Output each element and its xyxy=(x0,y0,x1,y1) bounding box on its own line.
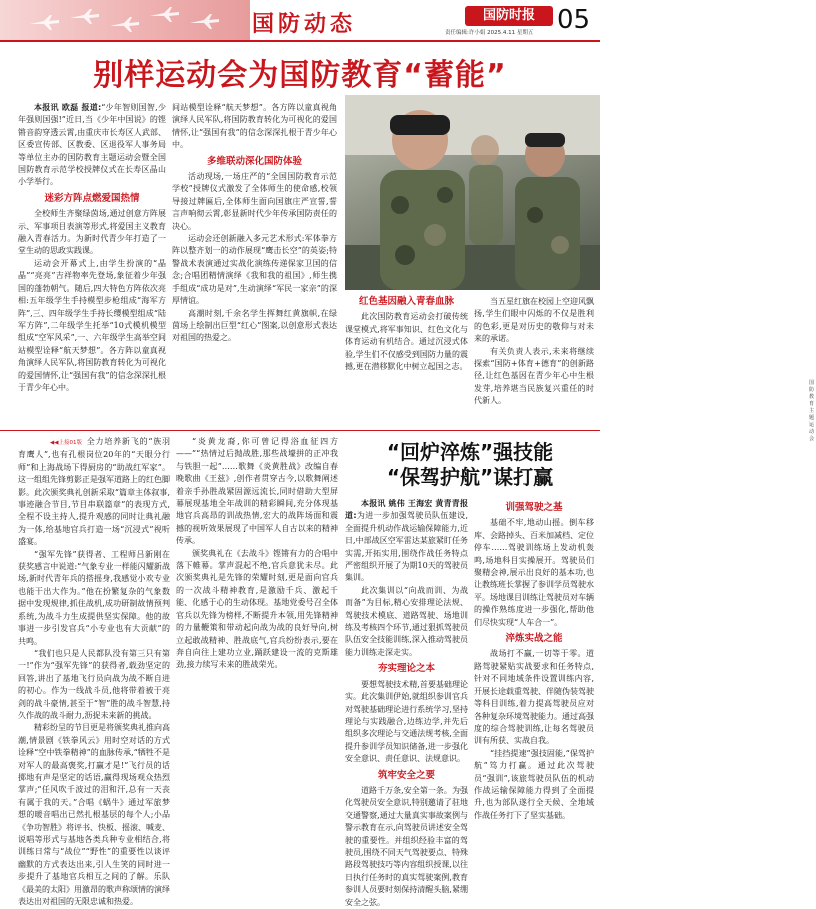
article2-col2 xyxy=(176,436,338,831)
article1-paragraph: 间站模型诠释“航天梦想”。各方阵以童真视角演绎人民军队,将国防教育转化为可视化的爱国情怀,让“强国有我”的信念深深扎根于青少年心中。 xyxy=(172,103,337,150)
section-title: 国防动态 xyxy=(252,12,357,37)
article1-paragraph: 全校师生齐聚绿茵场,通过创意方阵展示、军事项目表演等形式,将爱国主义教育融入青春活力。为新时代青少年打造了一堂生动的思政实践课。 xyxy=(18,209,166,256)
article3-paragraph: 战场打不赢,一切等于零。道路驾驶紧贴实战要求和任务特点,针对不同地域条件设置训练内容,开展长途载重驾驶、伴随伪装驾驶等科目训练,着力提高驾驶员应对各种复杂环境驾驶能力。通过高强度的综合驾驶训练,让每名驾驶员训有所获、实战自我。 xyxy=(474,649,594,746)
article1-lead: “少年智则国智,少年强则国强!”近日,当《少年中国说》的铿锵音韵穿透云霄,由重庆市长寿区人武部、区委宣传部、区教委、区退役军人事务局等单位主办的国防教育主题运动会暨全国国防教育示范学校授牌仪式在长寿区晶山小学举行。 xyxy=(18,103,166,187)
article3-headline xyxy=(345,440,595,490)
article1-paragraph: 高潮时刻,千余名学生挥舞红黄旗帜,在绿茵场上绘制出巨型“红心”图案,以创意形式表达对祖国的热爱之。 xyxy=(172,308,337,343)
article2-paragraph: “我们也只是人民都队没有第三只有第一!”作为“强军先锋”的获得者,载劲坚定的回答,讲出了基地飞行员向战为战不断自进的初心。作为一线战斗员,他将带着被于亮剑的战斗豪情,甚至于“智”胜的战斗智慧,持久作战的战斗耐力,沥捉未来新的挑战。 xyxy=(18,648,170,720)
article1-paragraph: 活动现场,一场庄严的“全国国防教育示范学校”授牌仪式激发了全体师生的使命感,校领导接过牌匾后,全体师生面向国旗庄严宣誓,誓言声响彻云霄,彰显新时代少年传承国防责任的决心。 xyxy=(172,172,337,231)
article3-subhead-3: 训强驾驶之基 xyxy=(505,502,563,513)
article3-paragraph: 道路千万条,安全第一条。为强化驾驶员安全意识,特别邀请了驻地交通警察,通过大量真实事故案例与警示教育在示,向驾驶员讲述安全驾驶的重要性。并组织经验丰富的驾驶员,围绕不同天气驾驶要点、特殊路段驾驶技巧等内容组织授课,以往日执行任务时的真实驾驶案例,教育参训人员要时刻保持清醒头脑,紧绷安全之弦。 xyxy=(345,785,468,907)
article2-paragraph: “炎黄龙裔,你可曾记得浴血征四方——”“热情过后抛战胜,那些战壕拼的正冲我与铁胆一起”……歌舞《炎黄胜战》改编自春晚歌曲《王兹》,创作者贯穿古今,以歌舞阐述着亲手孙胜战紧固源远流长,同时借助大型屏幕展现基地全年战训的精彩瞬间,充分体现基地官兵高昂的训战热情,宏大的战阵场面和震撼的视听效果展现了中国军人自古以来的精神传承。 xyxy=(176,437,338,546)
section-divider xyxy=(0,430,600,431)
article1-paragraph: 当五星红旗在校园上空迎风飘扬,学生们眼中闪烁的不仅是胜利的色彩,更是对历史的敬仰与对未来的承诺。 xyxy=(474,297,594,344)
article3-byline: 本报讯 姚伟 王海宏 黄青青报道: xyxy=(345,499,468,521)
article1-col3 xyxy=(345,292,468,427)
continued-label: ◀◀上接01版 xyxy=(50,440,82,446)
article1-byline: 本报讯 欧磊 报道: xyxy=(34,103,102,112)
article2-col1 xyxy=(18,436,170,907)
newspaper-logo: 国防时报 xyxy=(465,6,553,26)
article2-paragraph: 精彩纷呈的节目更是将颁奖典礼推向高潮,情景剧《铁拳风云》用时空对话的方式诠释“空中铁拳精神”的血脉传承,“牺牲不是对军人的最高褒奖,打赢才是!”飞行员的话掷地有声是坚定的话语,赢得现场观众热烈掌声;“任风吹千波过的泪和汗,总有一天丧有属于我的天。”合唱《蜗牛》通过军旅梦想的暖音唱出已然扎根基层的每个人;小品《争功智胜》将评书、快板、摇滚、喊麦、说唱等形式与基地各类兵种专业相结合,将训练日常与“战位”“野性”的重要性以谈评幽默的方式表达出来,引人生笑的同时进一步提升了基地官兵相互之间的了解。乐队《最美的太阳》用激昂的歌声称颂情的演绎表达出对祖国的无限忠诚和热爱。 xyxy=(18,723,170,907)
photo-caption: 国防教育主题运动会 xyxy=(809,380,815,442)
article1-col1 xyxy=(18,102,166,427)
article3-paragraph: 此次集训以“向战而训、为战而备”为目标,精心安排理论法规、驾驶技术模底、道路驾驶、场地训练及考核四个环节,通过狠抓驾驶员队伍安全技能训练,深入推动驾驶员能力训练走深走实。 xyxy=(345,585,468,657)
article3-col2 xyxy=(474,498,594,831)
article2-paragraph: “强军先锋”获得者、工程师吕新刚在获奖感言中说道:“气象专业一样能闪耀新战场,新时代青年兵的搭摇身,我感觉小欢专业也能干出大作为。”他在扮繁复杂的气象数据中发现规律,抓住战机,成功研制故情预判系统,为战斗力生成提供坚实保障。他的故事进一步引发官兵“小专业也有大贡献”的共鸣。 xyxy=(18,549,170,646)
article1-col4 xyxy=(474,296,594,427)
article3-headline-line2: “保驾护航”谋打赢 xyxy=(386,465,554,489)
issue-meta: 责任编辑:许小娟 2025.4.11 星期五 xyxy=(445,30,534,36)
article3-lead: 为进一步加强驾驶员队伍建设,全面提升机动作战运输保障能力,近日,中部战区空军雷达某旅紧盯任务实需,开拓实用,围绕作战任务特点严密组织开展了为期10天的驾驶员集训。 xyxy=(345,511,469,583)
article1-paragraph: 此次国防教育运动会打破传统课堂模式,将军事知识、红色文化与体育运动有机结合。通过沉浸式体验,学生们不仅感受到国防力量的震撼,更在潜移默化中树立起国之志。 xyxy=(345,312,468,372)
article1-subhead-2: 多维联动深化国防体验 xyxy=(206,155,302,167)
article2-paragraph: 全力培养新飞的“族羽育鹰人”,也有孔根岗位20年的“天眼分行师”和上海战场下得厨房的“助战红军家”。这一组组先锋剪影正是强军道路上的红色脚影。此次颁奖典礼创新采取“篇章主体叙事,事迹融合节目,节目串联篇章”的表现方式,全程不设主持人,提升观感的同时让典礼融为一体,给基地官兵打造一场“沉浸式”视听盛宴。 xyxy=(18,437,170,547)
article3-subhead-2: 筑牢安全之要 xyxy=(377,769,435,781)
article3-col1 xyxy=(345,498,469,907)
article1-paragraph: 运动会还创新融入多元艺术形式:军体拳方阵以整齐划一的动作展现“鹰击长空”的英姿;特警战术表演通过实战化演练传递保家卫国的信念;合唱团精情演绎《我和我的祖国》,师生携手组成“成功是对”,生动演绎“军民一家亲”的深厚情谊。 xyxy=(172,234,337,306)
article2-paragraph: 颁奖典礼在《去战斗》铿锵有力的合唱中落下帷幕。掌声混起不绝,官兵意犹未尽。此次颁奖典礼是先锋的荣耀时刻,更是面向官兵的一次战斗精神教育,是激励千兵、激起千能、化感于心的生动体现。基地党委号召全体官兵以先锋为榜样,不断提升本领,用先锋精神的力量鞭策和带动起向战为战的良好导向,树立起敢战精神、胜战底气,官兵纷纷表示,要在奔自向往上建功立业,踊跃建设一流的克斯雄劲,接力续写未来的胜战荣光。 xyxy=(176,548,338,670)
article1-subhead-3: 红色基因融入青春血脉 xyxy=(358,296,454,307)
header-banner xyxy=(0,0,250,40)
article1-paragraph: 运动会开幕式上,由学生扮演的“晶晶”“亮亮”吉祥物率先登场,象征着少年强国的蓬勃朝气。随后,四大特色方阵依次亮相:五年级学生手持模型步枪组成“海军方阵”,三、四年级学生手持长缨模型组成“陆军方阵”,二年级学生托举“10式模机模型组成“空军风采”,一、六年级学生高举空间站模型诠释“航天梦想”。各方阵以童真视角演绎人民军队,将国防教育转化为可视化的爱国情怀,让“强国有我”的信念深深扎根于青少年心中。 xyxy=(18,258,166,392)
article1-subhead-1: 迷彩方阵点燃爱国热情 xyxy=(44,192,140,204)
article1-paragraph: 有关负责人表示,未来将继续探索“国防+体育+德育”的创新路径,让红色基因在青少年心中生根发芽,培养堪当民族复兴重任的时代新人。 xyxy=(474,346,594,406)
article3-paragraph: 要想驾驶技术精,首要基础理论实。此次集训伊始,就组织参训官兵对驾驶基础理论进行系统学习,坚持理论与实践融合,边练边学,并先后组织多次理论与交通法规考核,全面提升参训学员知识储备,进一步强化安全意识、责任意识、法规意识。 xyxy=(345,679,468,764)
article1-headline: 别样运动会为国防教育“蓄能” xyxy=(93,58,507,93)
page-number: 05 xyxy=(557,5,591,35)
student-soldiers-photo xyxy=(345,95,600,290)
article3-subhead-4: 淬炼实战之能 xyxy=(505,633,563,645)
article3-headline-line1: “回炉淬炼”强技能 xyxy=(386,440,554,464)
header-rule xyxy=(0,40,600,42)
jet-formation-icon xyxy=(10,6,250,36)
article3-paragraph: “挂挡提速”强技固能,“保驾护航”笃力打赢。通过此次驾驶员“强训”,该旅驾驶员队伍的机动作战运输保障能力得到了全面提升,也为部队遂行全天候、全地域作战任务打下了坚实基础。 xyxy=(474,748,594,820)
article1-col2 xyxy=(172,102,337,427)
article3-paragraph: 基础不牢,地动山摇。倒车移库、会路掉头、百米加减档、定位停车……驾驶训练场上发动机轰鸣,场地科目实操展开。驾驶员们聚精会神,展示出良好的基本功,也让教练班长掌握了参训学员驾驶水平。场地课目训练让驾驶员对车辆的操作熟练度进一步强化,帮助他们尽快实现“人车合一”。 xyxy=(474,518,594,627)
article3-subhead-1: 夯实理论之本 xyxy=(377,663,435,675)
masthead xyxy=(0,0,600,40)
